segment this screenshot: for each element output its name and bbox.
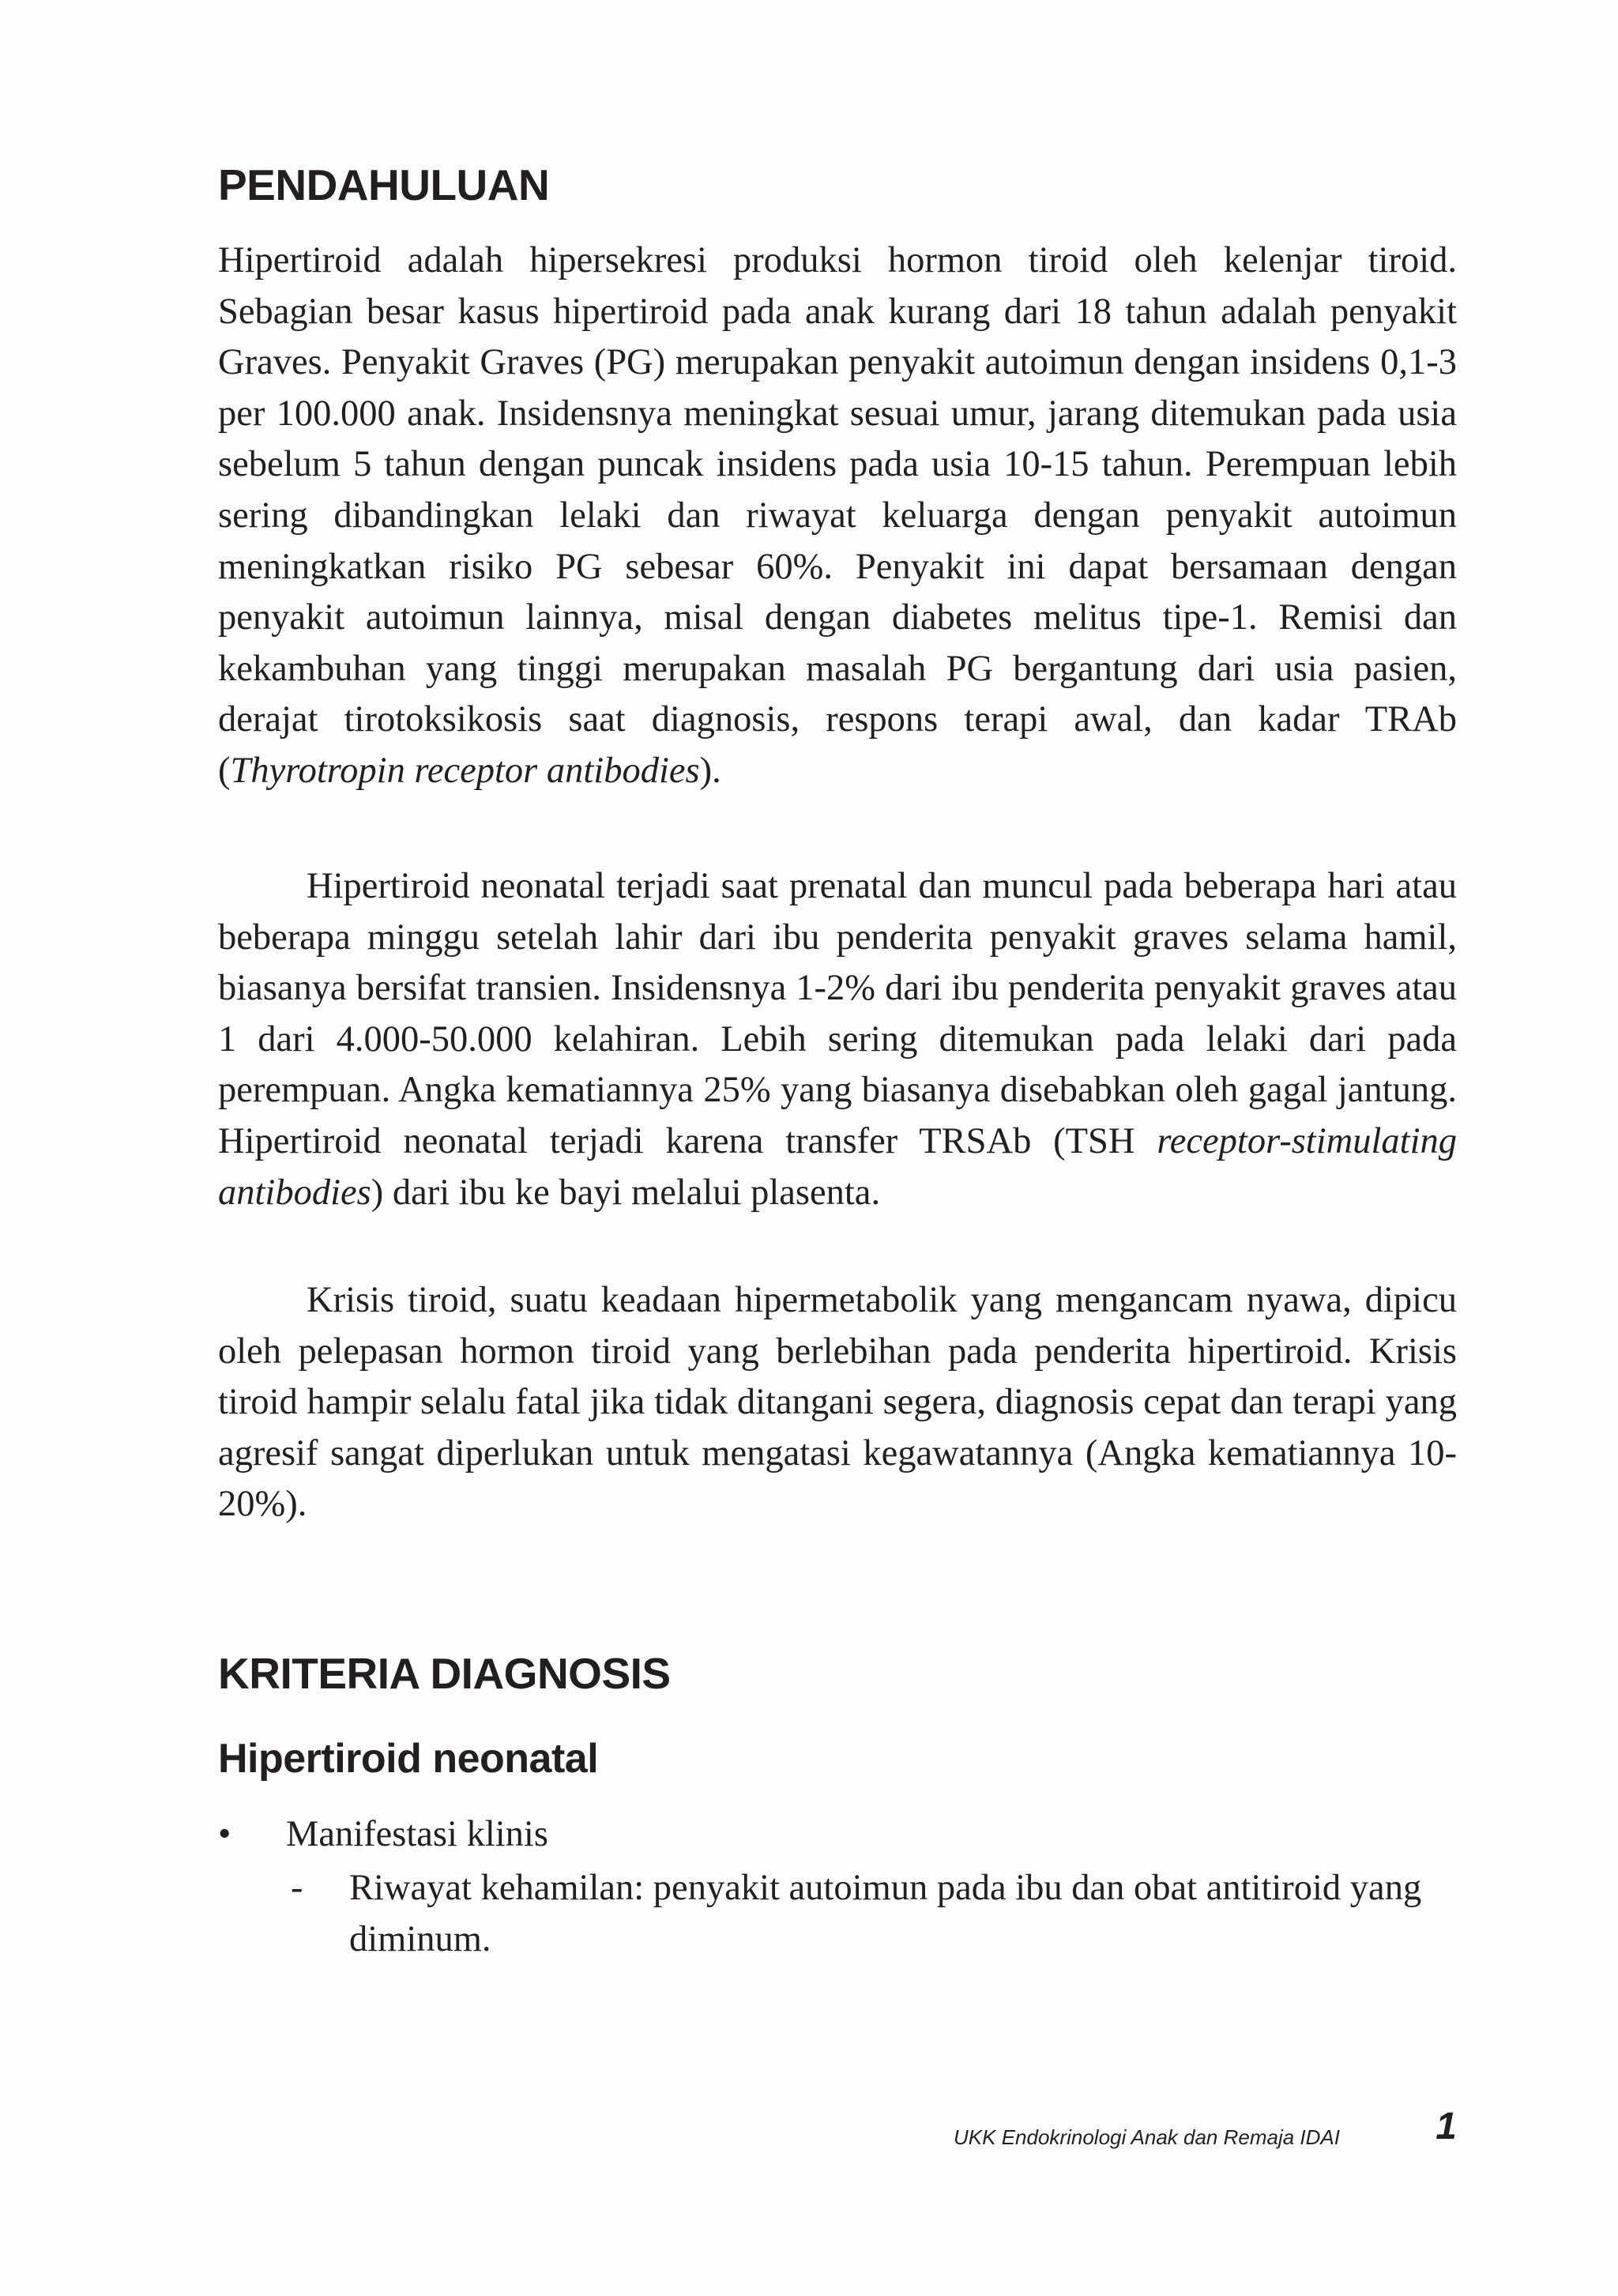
paragraph-3: Krisis tiroid, suatu keadaan hipermetabolik yang mengancam nyawa, dipicu oleh pelepasan hormon tiroid yang berlebihan pada penderita hipertiroid. Krisis tiroid hampir selalu fatal jika tidak ditangani segera, diagnosis cepat dan terapi yang agresif sangat diperlukan untuk mengatasi kegawatannya (Angka kematiannya 10-20%). <box>218 1280 1457 1525</box>
bullet-icon: • <box>218 1814 231 1854</box>
dash-icon: - <box>291 1868 303 1908</box>
paragraph-1 <box>218 235 1457 797</box>
dash-item-text: Riwayat kehamilan: penyakit autoimun pada ibu dan obat antitiroid yang diminum. <box>349 1868 1422 1959</box>
paragraph-2-text: Hipertiroid neonatal terjadi saat prenatal dan muncul pada beberapa hari atau beberapa minggu setelah lahir dari ibu penderita penyakit graves selama hamil, biasanya bersifat transien. Insidensnya 1-2% dari ibu penderita penyakit graves atau 1 dari 4.000-50.000 kelahiran. Lebih sering ditemukan pada lelaki dari pada perempuan. Angka kematiannya 25% yang biasanya disebabkan oleh gagal jantung. Hipertiroid neonatal terjadi karena transfer TRSAb (TSH <box>218 866 1457 1161</box>
section-heading-pendahuluan: PENDAHULUAN <box>218 160 550 209</box>
paragraph-1-text: Hipertiroid adalah hipersekresi produksi hormon tiroid oleh kelenjar tiroid. Sebagian besar kasus hipertiroid pada anak kurang dari 18 tahun adalah penyakit Graves. Penyakit Graves (PG) merupakan penyakit autoimun dengan insidens 0,1-3 per 100.000 anak. Insidensnya meningkat sesuai umur, jarang ditemukan pada usia sebelum 5 tahun dengan puncak insidens pada usia 10-15 tahun. Perempuan lebih sering dibandingkan lelaki dan riwayat keluarga dengan penyakit autoimun meningkatkan risiko PG sebesar 60%. Penyakit ini dapat bersamaan dengan penyakit autoimun lainnya, misal dengan diabetes melitus tipe-1. Remisi dan kekambuhan yang tinggi merupakan masalah PG bergantung dari usia pasien, derajat tirotoksikosis saat diagnosis, respons terapi awal, dan kadar TRAb ( <box>218 240 1457 791</box>
paragraph-2 <box>218 861 1457 1218</box>
section-heading-kriteria-diagnosis: KRITERIA DIAGNOSIS <box>218 1649 671 1698</box>
subheading-hipertiroid-neonatal: Hipertiroid neonatal <box>218 1736 599 1782</box>
footer-running-title: UKK Endokrinologi Anak dan Remaja IDAI <box>954 2125 1340 2149</box>
paragraph-1-italic: Thyrotropin receptor antibodies <box>230 750 700 791</box>
paragraph-1-end: ). <box>699 750 721 791</box>
document-page <box>218 0 1457 2296</box>
paragraph-2-italic: receptor-stimulating antibodies <box>218 1120 1457 1213</box>
bullet-label: Manifestasi klinis <box>286 1814 548 1854</box>
page-number: 1 <box>1436 2106 1457 2147</box>
paragraph-2-end: ) dari ibu ke bayi melalui plasenta. <box>371 1172 881 1213</box>
